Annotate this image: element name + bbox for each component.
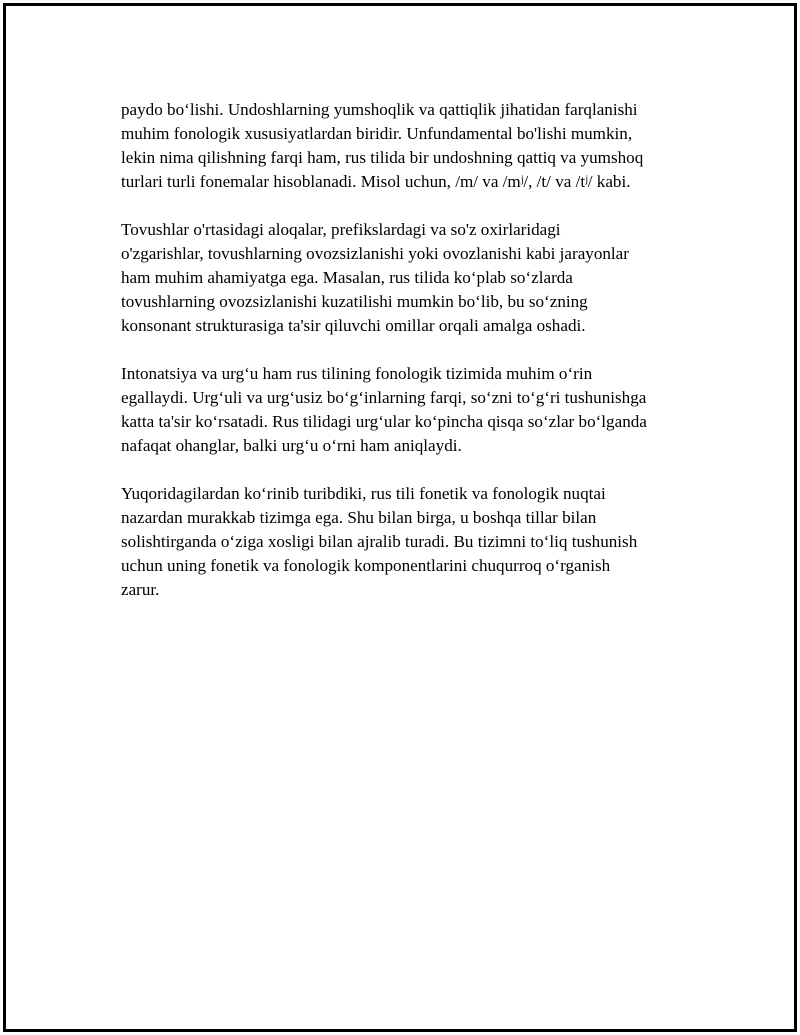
text-line: zarur.	[121, 580, 160, 599]
text-line: solishtirganda oʻziga xosligi bilan ajralib turadi. Bu tizimni toʻliq tushunish	[121, 532, 638, 551]
text-line: Yuqoridagilardan koʻrinib turibdiki, rus tili fonetik va fonologik nuqtai	[121, 484, 606, 503]
page-frame	[3, 3, 797, 1032]
paragraph-4	[121, 482, 701, 602]
text-line: tovushlarning ovozsizlanishi kuzatilishi mumkin boʻlib, bu soʻzning	[121, 292, 588, 311]
text-line: o'zgarishlar, tovushlarning ovozsizlanishi yoki ovozlanishi kabi jarayonlar	[121, 244, 629, 263]
text-line: nazardan murakkab tizimga ega. Shu bilan birga, u boshqa tillar bilan	[121, 508, 597, 527]
document-body	[121, 98, 701, 626]
text-line: konsonant strukturasiga ta'sir qiluvchi omillar orqali amalga oshadi.	[121, 316, 586, 335]
paragraph-1	[121, 98, 701, 194]
text-line: uchun uning fonetik va fonologik komponentlarini chuqurroq oʻrganish	[121, 556, 611, 575]
text-line: nafaqat ohanglar, balki urgʻu oʻrni ham aniqlaydi.	[121, 436, 462, 455]
text-line: muhim fonologik xususiyatlardan biridir. Unfundamental bo'lishi mumkin,	[121, 124, 633, 143]
text-line: turlari turli fonemalar hisoblanadi. Misol uchun, /m/ va /mʲ/, /t/ va /tʲ/ kabi.	[121, 172, 631, 191]
paragraph-3	[121, 362, 701, 458]
text-line: katta ta'sir koʻrsatadi. Rus tilidagi urgʻular koʻpincha qisqa soʻzlar boʻlganda	[121, 412, 647, 431]
text-line: Tovushlar o'rtasidagi aloqalar, prefikslardagi va so'z oxirlaridagi	[121, 220, 561, 239]
text-line: ham muhim ahamiyatga ega. Masalan, rus tilida koʻplab soʻzlarda	[121, 268, 573, 287]
text-line: egallaydi. Urgʻuli va urgʻusiz boʻgʻinlarning farqi, soʻzni toʻgʻri tushunishga	[121, 388, 647, 407]
text-line: lekin nima qilishning farqi ham, rus tilida bir undoshning qattiq va yumshoq	[121, 148, 644, 167]
paragraph-2	[121, 218, 701, 338]
text-line: Intonatsiya va urgʻu ham rus tilining fonologik tizimida muhim oʻrin	[121, 364, 593, 383]
text-line: paydo boʻlishi. Undoshlarning yumshoqlik va qattiqlik jihatidan farqlanishi	[121, 100, 638, 119]
